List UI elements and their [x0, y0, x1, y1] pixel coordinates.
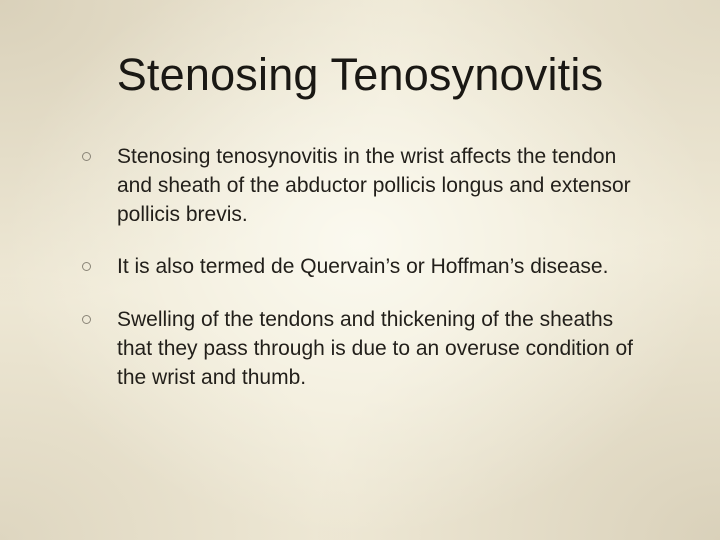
bullet-text: It is also termed de Quervain’s or Hoffman’s disease. — [117, 255, 609, 278]
bullet-item-2 — [82, 252, 642, 281]
bullet-item-3 — [82, 305, 642, 392]
hollow-circle-icon — [82, 152, 91, 161]
bullet-text: Swelling of the tendons and thickening of the sheaths that they pass through is due to an overuse condition of the wrist and thumb. — [117, 308, 634, 389]
bullet-text: Stenosing tenosynovitis in the wrist affects the tendon and sheath of the abductor pollicis longus and extensor pollicis brevis. — [117, 145, 631, 226]
slide-title: Stenosing Tenosynovitis — [116, 49, 604, 100]
hollow-circle-icon — [82, 262, 91, 271]
hollow-circle-icon — [82, 315, 91, 324]
bullet-list — [82, 142, 642, 415]
bullet-item-1 — [82, 142, 642, 229]
